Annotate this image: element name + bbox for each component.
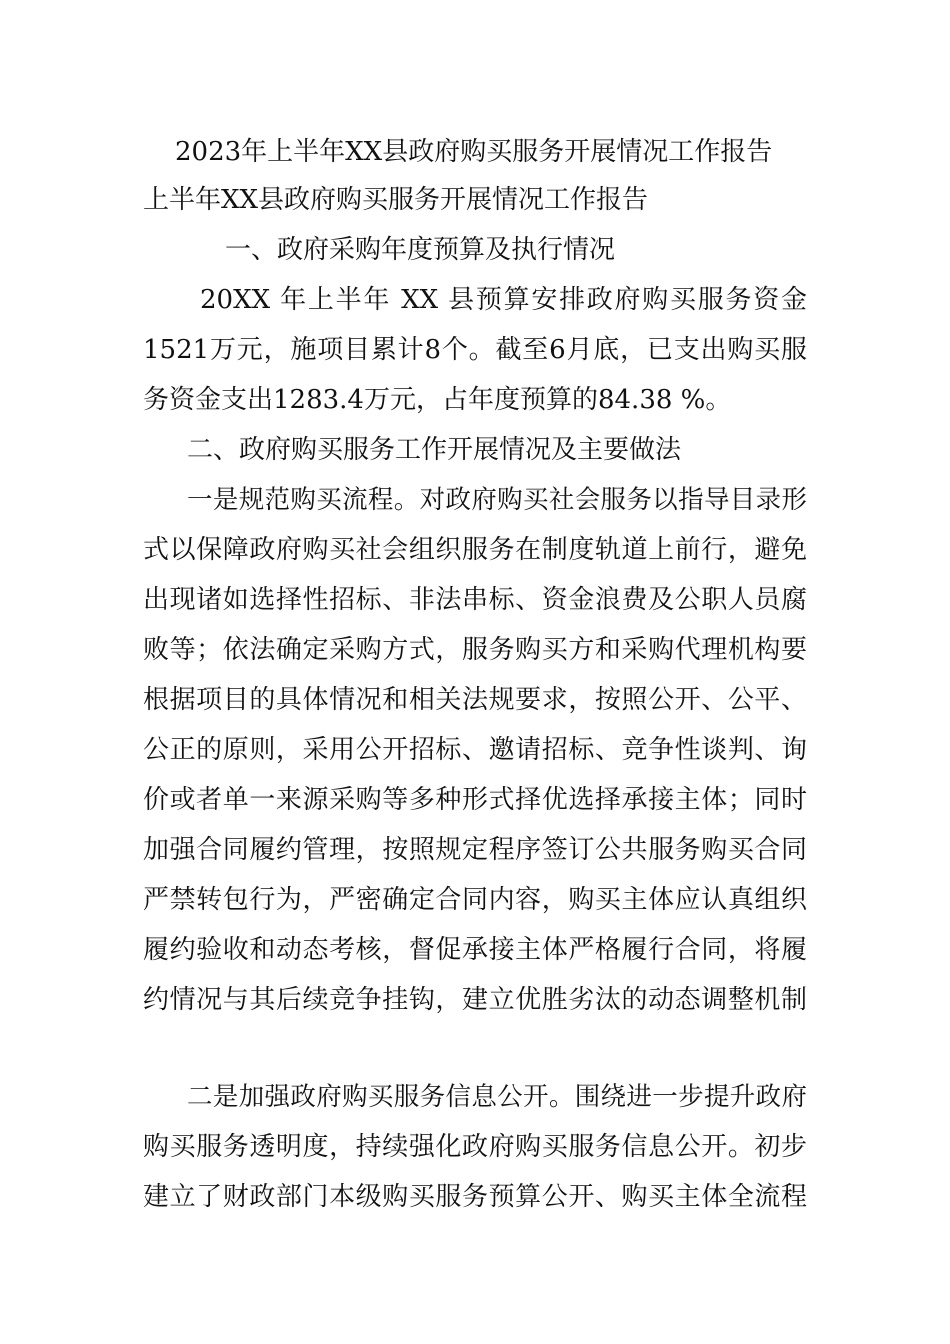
section1-line: 1521万元，施项目累计8个。截至6月底，已支出购买服 [143, 335, 807, 365]
para1-line: 履约验收和动态考核，督促承接主体严格履行合同，将履 [143, 935, 807, 965]
document-subtitle: 上半年XX县政府购买服务开展情况工作报告 [143, 185, 649, 215]
para1-line: 价或者单一来源采购等多种形式择优选择承接主体；同时 [143, 785, 807, 815]
section1-line: 务资金支出1283.4万元，占年度预算的84.38 %。 [143, 385, 732, 415]
para1-line: 根据项目的具体情况和相关法规要求，按照公开、公平、 [143, 685, 807, 715]
section1-heading: 一、政府采购年度预算及执行情况 [225, 235, 616, 265]
para2-line: 建立了财政部门本级购买服务预算公开、购买主体全流程 [143, 1182, 807, 1212]
para1-line: 败等；依法确定采购方式，服务购买方和采购代理机构要 [143, 635, 807, 665]
para1-line: 出现诸如选择性招标、非法串标、资金浪费及公职人员腐 [143, 585, 807, 615]
para1-line: 式以保障政府购买社会组织服务在制度轨道上前行，避免 [143, 535, 807, 565]
section2-heading: 二、政府购买服务工作开展情况及主要做法 [187, 435, 682, 465]
para1-line: 加强合同履约管理，按照规定程序签订公共服务购买合同 [143, 835, 807, 865]
para1-line: 严禁转包行为，严密确定合同内容，购买主体应认真组织 [143, 885, 807, 915]
document-title: 2023年上半年XX县政府购买服务开展情况工作报告 [175, 137, 773, 167]
para2-line: 购买服务透明度，持续强化政府购买服务信息公开。初步 [143, 1132, 807, 1162]
para1-line: 约情况与其后续竞争挂钩，建立优胜劣汰的动态调整机制 [143, 985, 807, 1015]
section1-line: 20XX 年上半年 XX 县预算安排政府购买服务资金 [200, 285, 807, 315]
para1-line: 公正的原则，采用公开招标、邀请招标、竞争性谈判、询 [143, 735, 807, 765]
para2-line: 二是加强政府购买服务信息公开。围绕进一步提升政府 [187, 1082, 807, 1112]
para1-line: 一是规范购买流程。对政府购买社会服务以指导目录形 [187, 485, 807, 515]
